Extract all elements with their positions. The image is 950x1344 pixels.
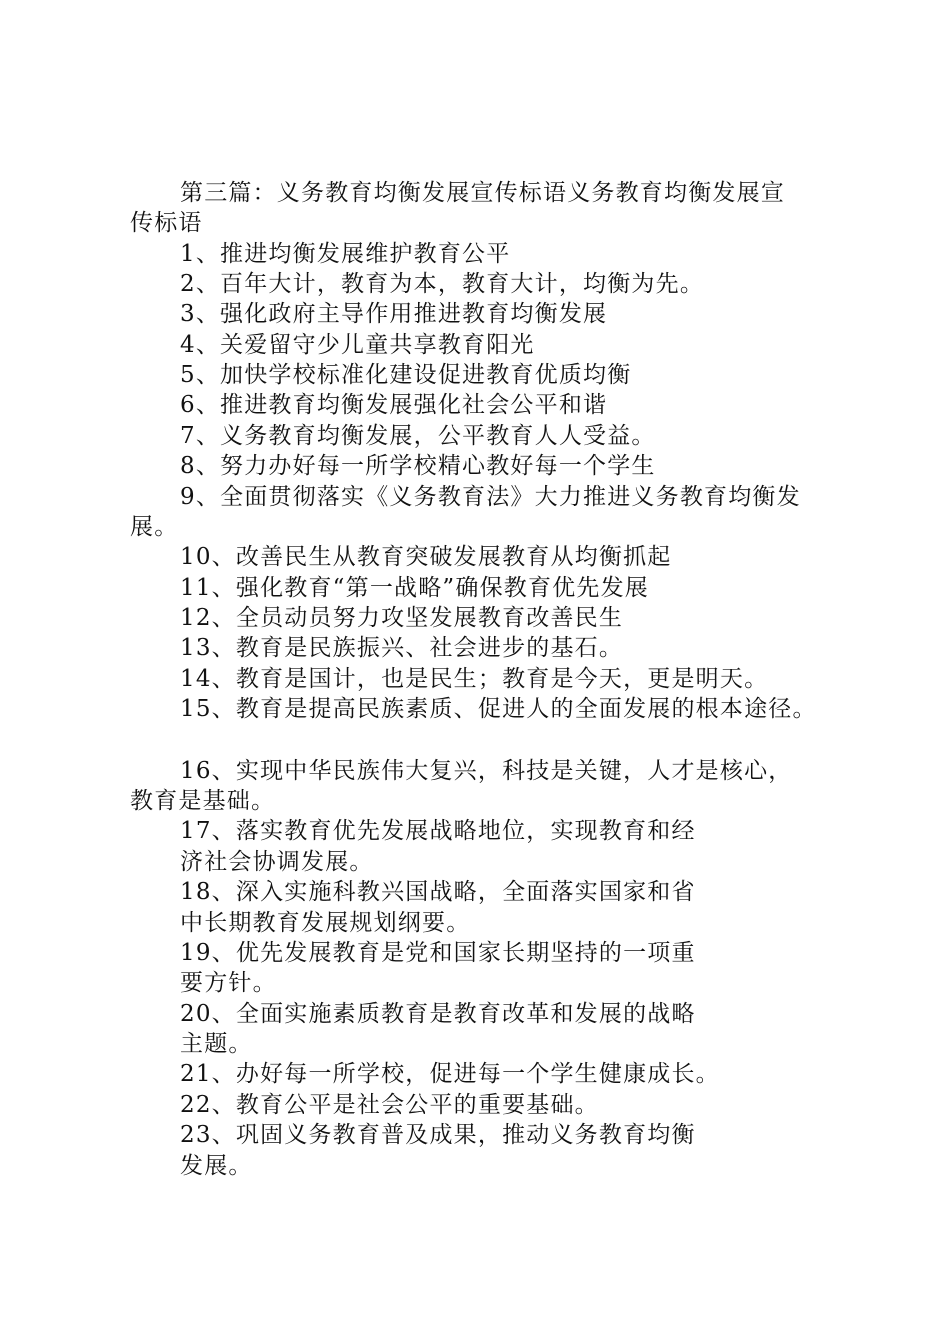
slogan-line: 4、关爱留守少儿童共享教育阳光 [180, 332, 535, 358]
slogan-line: 2、百年大计，教育为本，教育大计，均衡为先。 [180, 271, 705, 297]
slogan-line: 3、强化政府主导作用推进教育均衡发展 [180, 301, 608, 327]
slogan-line: 11、强化教育“第一战略”确保教育优先发展 [180, 575, 649, 601]
slogan-line: 16、实现中华民族伟大复兴，科技是关键，人才是核心， [180, 758, 793, 784]
slogan-line-continued: 展。 [130, 514, 179, 540]
slogan-line: 12、全员动员努力攻坚发展教育改善民生 [180, 605, 624, 631]
slogan-line: 1、推进均衡发展维护教育公平 [180, 241, 511, 267]
slogan-line: 5、加快学校标准化建设促进教育优质均衡 [180, 362, 632, 388]
slogan-line: 13、教育是民族振兴、社会进步的基石。 [180, 635, 624, 661]
slogan-line: 7、义务教育均衡发展，公平教育人人受益。 [180, 423, 656, 449]
slogan-line: 6、推进教育均衡发展强化社会公平和谐 [180, 392, 608, 418]
slogan-line: 19、优先发展教育是党和国家长期坚持的一项重 [180, 940, 696, 966]
slogan-line-continued: 主题。 [180, 1031, 253, 1057]
slogan-line: 22、教育公平是社会公平的重要基础。 [180, 1092, 599, 1118]
slogan-line-continued: 发展。 [180, 1153, 253, 1179]
slogan-line-continued: 教育是基础。 [130, 788, 276, 814]
slogan-line: 21、办好每一所学校，促进每一个学生健康成长。 [180, 1061, 720, 1087]
slogan-line: 18、深入实施科教兴国战略，全面落实国家和省 [180, 879, 696, 905]
slogan-line: 15、教育是提高民族素质、促进人的全面发展的根本途径。 [180, 696, 817, 722]
document-title: 第三篇：义务教育均衡发展宣传标语义务教育均衡发展宣 [180, 180, 785, 206]
slogan-line: 9、全面贯彻落实《义务教育法》大力推进义务教育均衡发 [180, 484, 801, 510]
slogan-line: 8、努力办好每一所学校精心教好每一个学生 [180, 453, 656, 479]
slogan-line: 20、全面实施素质教育是教育改革和发展的战略 [180, 1001, 696, 1027]
slogan-line-continued: 中长期教育发展规划纲要。 [180, 910, 471, 936]
slogan-line: 23、巩固义务教育普及成果，推动义务教育均衡 [180, 1122, 696, 1148]
document-title-continued: 传标语 [130, 210, 203, 236]
slogan-line-continued: 要方针。 [180, 970, 277, 996]
slogan-line: 10、改善民生从教育突破发展教育从均衡抓起 [180, 544, 672, 570]
slogan-line: 14、教育是国计，也是民生；教育是今天，更是明天。 [180, 666, 769, 692]
slogan-line-continued: 济社会协调发展。 [180, 849, 374, 875]
slogan-line: 17、落实教育优先发展战略地位，实现教育和经 [180, 818, 696, 844]
